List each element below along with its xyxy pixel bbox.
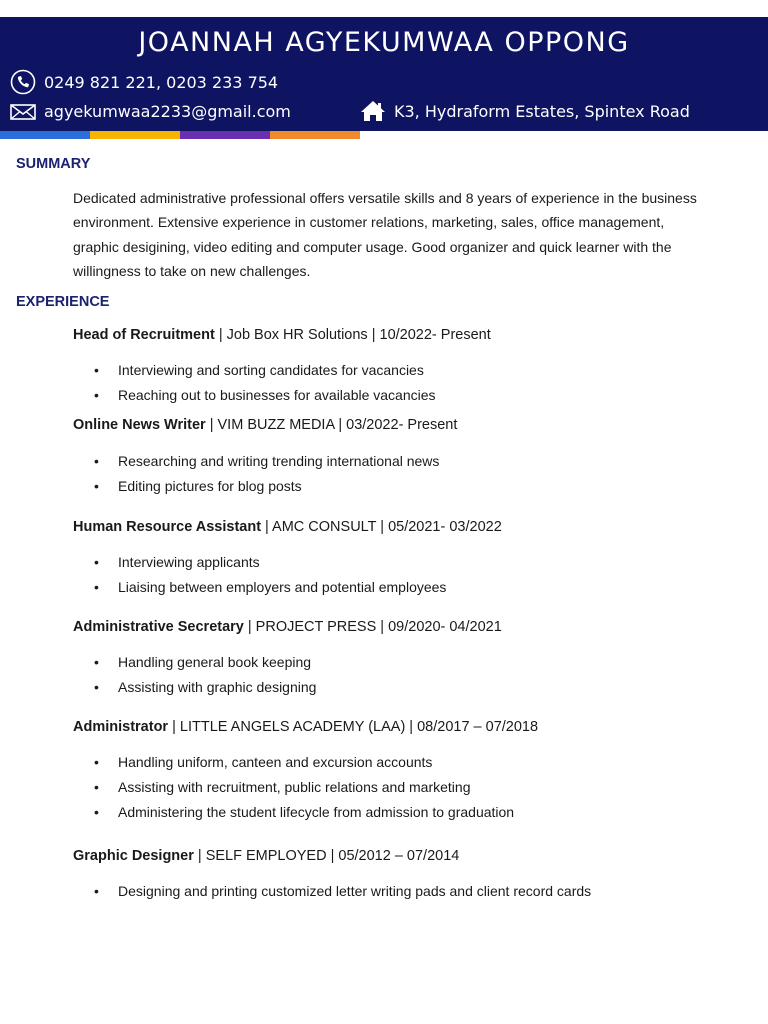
job-title: Graphic Designer: [73, 848, 194, 864]
job-duties: [73, 650, 316, 700]
stripe-purple: [180, 131, 270, 139]
job-duties: [73, 449, 439, 499]
job-entry: [73, 417, 457, 433]
job-entry: [73, 519, 502, 535]
job-entry: [73, 719, 538, 735]
job-duties: [73, 550, 446, 600]
resume-header: [0, 17, 768, 131]
duty-item: • Editing pictures for blog posts: [73, 474, 439, 499]
duty-item: • Administering the student lifecycle from admission to graduation: [73, 800, 514, 825]
summary-heading: SUMMARY: [16, 156, 91, 172]
job-details: | VIM BUZZ MEDIA | 03/2022- Present: [205, 417, 458, 433]
job-title: Administrative Secretary: [73, 619, 244, 635]
duty-item: • Assisting with graphic designing: [73, 675, 316, 700]
job-details: | LITTLE ANGELS ACADEMY (LAA) | 08/2017 – 07/2018: [168, 719, 539, 735]
stripe-orange: [270, 131, 360, 139]
duty-item: • Researching and writing trending international news: [73, 449, 439, 474]
duty-item: • Liaising between employers and potential employees: [73, 575, 446, 600]
phone-contact: [10, 69, 278, 95]
color-stripes: [0, 131, 360, 139]
job-details: | PROJECT PRESS | 09/2020- 04/2021: [243, 619, 502, 635]
duty-item: • Handling uniform, canteen and excursion accounts: [73, 750, 514, 775]
candidate-name: JOANNAH AGYEKUMWAA OPPONG: [138, 27, 630, 58]
job-title: Administrator: [73, 719, 169, 735]
job-title: Online News Writer: [73, 417, 206, 433]
job-entry: [73, 327, 491, 343]
job-details: | SELF EMPLOYED | 05/2012 – 07/2014: [193, 848, 460, 864]
email-contact: [10, 102, 291, 121]
experience-heading: EXPERIENCE: [16, 294, 110, 310]
duty-item: • Interviewing applicants: [73, 550, 446, 575]
job-duties: [73, 879, 591, 904]
job-duties: [73, 358, 436, 408]
envelope-icon: [10, 103, 36, 121]
email-address[interactable]: agyekumwaa2233@gmail.com: [44, 102, 291, 121]
stripe-yellow: [90, 131, 180, 139]
duty-item: • Assisting with recruitment, public relations and marketing: [73, 775, 514, 800]
job-details: | AMC CONSULT | 05/2021- 03/2022: [261, 519, 502, 535]
duty-item: • Designing and printing customized letter writing pads and client record cards: [73, 879, 591, 904]
duty-item: • Handling general book keeping: [73, 650, 316, 675]
job-title: Head of Recruitment: [73, 327, 215, 343]
job-duties: [73, 750, 514, 825]
summary-text: Dedicated administrative professional offers versatile skills and 8 years of experience in the business environment. Extensive experience in customer relations, marketing, sales, office management, graphic desigining, video editing and computer usage. Good organizer and quick learner with the willingness to take on new challenges.: [73, 190, 697, 279]
phone-icon: [10, 69, 36, 95]
duty-item: • Interviewing and sorting candidates for vacancies: [73, 358, 436, 383]
home-icon: [360, 99, 386, 123]
job-details: | Job Box HR Solutions | 10/2022- Present: [214, 327, 491, 343]
job-title: Human Resource Assistant: [73, 519, 262, 535]
stripe-blue: [0, 131, 90, 139]
address-contact: [360, 99, 690, 123]
phone-numbers[interactable]: 0249 821 221, 0203 233 754: [44, 72, 279, 92]
duty-item: • Reaching out to businesses for available vacancies: [73, 383, 436, 408]
job-entry: [73, 619, 502, 635]
job-entry: [73, 848, 459, 864]
home-address: K3, Hydraform Estates, Spintex Road: [394, 101, 690, 121]
